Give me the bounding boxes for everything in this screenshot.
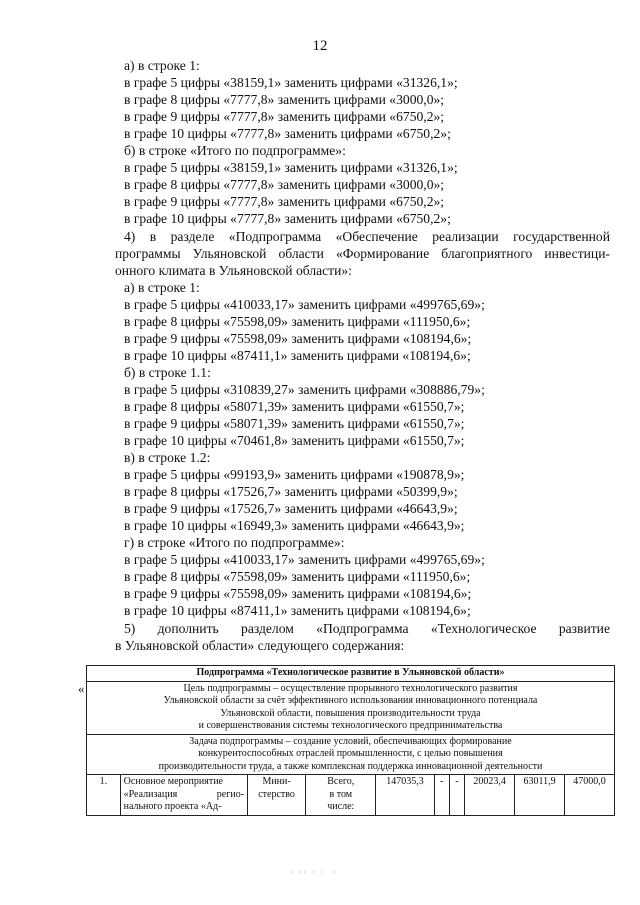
text-line: в графе 5 цифры «410033,17» заменить цифрами «499765,69»;	[124, 552, 485, 567]
text-line: в графе 10 цифры «87411,1» заменить цифрами «108194,6»;	[124, 603, 471, 618]
row-col6: -	[434, 775, 449, 816]
row-source: Всего, в том числе:	[306, 775, 376, 816]
text-line: в Ульяновской области» следующего содержания:	[115, 638, 405, 653]
text-line: в графе 5 цифры «410033,17» заменить цифрами «499765,69»;	[124, 297, 485, 312]
text-line: в графе 8 цифры «58071,39» заменить цифрами «61550,7»;	[124, 399, 465, 414]
text-line: онного климата в Ульяновской области»:	[115, 263, 352, 278]
row-col9: 63011,9	[515, 775, 565, 816]
row-executor: Мини- стерство	[248, 775, 306, 816]
open-quote-mark: «	[78, 681, 85, 696]
text-line: в графе 8 цифры «17526,7» заменить цифрами «50399,9»;	[124, 484, 458, 499]
subprogram-goal: Цель подпрограммы – осуществление прорывного технологического развития Ульяновской области за счёт эффективного использования инновационного потенциала Ульяновской области, повышения производительности труда и совершенствования системы технологического предпринимательства	[87, 681, 615, 734]
text-line: г) в строке «Итого по подпрограмме»:	[124, 535, 345, 550]
text-line: 4) в разделе «Подпрограмма «Обеспечение реализации государственной	[124, 229, 610, 244]
text-line: а) в строке 1:	[124, 280, 200, 295]
text-line: в графе 8 цифры «7777,8» заменить цифрами «3000,0»;	[124, 92, 445, 107]
text-line: 5) дополнить разделом «Подпрограмма «Технологическое развитие	[124, 621, 610, 636]
row-col7: -	[449, 775, 464, 816]
subprogram-title: Подпрограмма «Технологическое развитие в Ульяновской области»	[87, 666, 615, 682]
text-line: б) в строке «Итого по подпрограмме»:	[124, 143, 346, 158]
text-line: в графе 9 цифры «7777,8» заменить цифрами «6750,2»;	[124, 109, 445, 124]
text-line: в графе 5 цифры «310839,27» заменить цифрами «308886,79»;	[124, 382, 485, 397]
text-line: в графе 8 цифры «75598,09» заменить цифрами «111950,6»;	[124, 314, 471, 329]
text-line: а) в строке 1:	[124, 58, 200, 73]
subprogram-table	[86, 665, 615, 816]
subprogram-task: Задача подпрограммы – создание условий, обеспечивающих формирование конкурентоспособных отраслей промышленности, с целью повышения производительности труда, а также комплексная поддержка инновационной деятельности	[87, 734, 615, 775]
text-line: в графе 10 цифры «16949,3» заменить цифрами «46643,9»;	[124, 518, 465, 533]
text-line: в графе 9 цифры «75598,09» заменить цифрами «108194,6»;	[124, 331, 472, 346]
table-row	[87, 775, 615, 816]
text-line: в графе 5 цифры «38159,1» заменить цифрами «31326,1»;	[124, 160, 458, 175]
page-number: 12	[312, 38, 328, 54]
text-line: в графе 10 цифры «7777,8» заменить цифрами «6750,2»;	[124, 211, 451, 226]
text-line: в графе 5 цифры «99193,9» заменить цифрами «190878,9»;	[124, 467, 465, 482]
text-line: в графе 10 цифры «87411,1» заменить цифрами «108194,6»;	[124, 348, 471, 363]
text-line: в графе 10 цифры «70461,8» заменить цифрами «61550,7»;	[124, 433, 465, 448]
scan-speckles: · ·· · · ·	[290, 868, 338, 877]
row-col10: 47000,0	[564, 775, 614, 816]
text-line: в графе 8 цифры «75598,09» заменить цифрами «111950,6»;	[124, 569, 471, 584]
text-line: в графе 9 цифры «58071,39» заменить цифрами «61550,7»;	[124, 416, 465, 431]
row-col8: 20023,4	[465, 775, 515, 816]
text-line: в графе 9 цифры «75598,09» заменить цифрами «108194,6»;	[124, 586, 472, 601]
text-line: в графе 8 цифры «7777,8» заменить цифрами «3000,0»;	[124, 177, 445, 192]
text-line: в графе 9 цифры «17526,7» заменить цифрами «46643,9»;	[124, 501, 458, 516]
row-number: 1.	[87, 775, 121, 816]
text-line: программы Ульяновской области «Формирование благоприятного инвестици-	[115, 246, 610, 261]
text-line: в графе 9 цифры «7777,8» заменить цифрами «6750,2»;	[124, 194, 445, 209]
row-activity-name: Основное мероприятие «Реализация регио- нального проекта «Ад-	[120, 775, 247, 816]
text-line: в) в строке 1.2:	[124, 450, 211, 465]
text-line: в графе 10 цифры «7777,8» заменить цифрами «6750,2»;	[124, 126, 451, 141]
text-line: б) в строке 1.1:	[124, 365, 211, 380]
row-total: 147035,3	[376, 775, 434, 816]
text-line: в графе 5 цифры «38159,1» заменить цифрами «31326,1»;	[124, 75, 458, 90]
